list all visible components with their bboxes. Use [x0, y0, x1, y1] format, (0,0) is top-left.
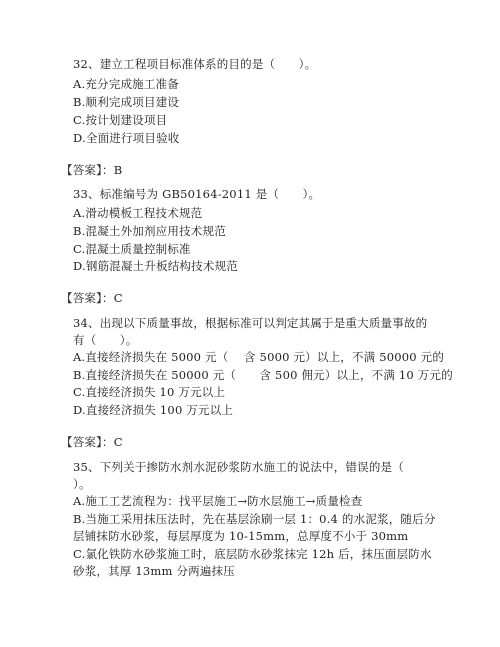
question-33-option-b: B.混凝土外加剂应用技术规范 — [73, 224, 226, 238]
question-35-option-c-line-2: 砂浆，其厚 13mm 分两遍抹压 — [73, 564, 235, 578]
question-34-option-c: C.直接经济损失 10 万元以上 — [73, 385, 226, 399]
question-32-stem: 32、建立工程项目标准体系的目的是（ ）。 — [73, 57, 317, 71]
question-34-answer: 【答案】：C — [61, 435, 123, 449]
question-33-stem: 33、标准编号为 GB50164-2011 是（ ）。 — [73, 187, 321, 201]
question-32-option-a: A.充分完成施工准备 — [73, 77, 179, 91]
question-35-option-a: A.施工工艺流程为：找平层施工→防水层施工→质量检查 — [73, 494, 363, 508]
question-33-option-d: D.钢筋混凝土升板结构技术规范 — [73, 259, 238, 273]
question-32-option-b: B.顺利完成项目建设 — [73, 95, 180, 109]
question-35-stem-line-1: 35、下列关于掺防水剂水泥砂浆防水施工的说法中，错误的是（ — [73, 460, 404, 474]
question-35-option-c-line-1: C.氯化铁防水砂浆施工时，底层防水砂浆抹完 12h 后，抹压面层防水 — [73, 547, 432, 561]
question-34-option-d: D.直接经济损失 100 万元以上 — [73, 403, 234, 417]
question-35-option-b-line-1: B.当施工采用抹压法时，先在基层涂刷一层 1：0.4 的水泥浆，随后分 — [73, 512, 436, 526]
question-32-option-c: C.按计划建设项目 — [73, 113, 168, 127]
question-33-option-a: A.滑动模板工程技术规范 — [73, 206, 203, 220]
question-34-option-a: A.直接经济损失在 5000 元（ 含 5000 元）以上，不满 50000 元的 — [73, 350, 445, 364]
question-35-stem-line-2: ）。 — [73, 477, 91, 491]
question-34-stem-line-1: 34、出现以下质量事故，根据标准可以判定其属于是重大质量事故的 — [73, 316, 428, 330]
question-34-option-b: B.直接经济损失在 50000 元（ 含 500 佣元）以上，不满 10 万元的 — [73, 368, 453, 382]
question-32-option-d: D.全面进行项目验收 — [73, 131, 180, 145]
question-34-stem-line-2: 有（ ）。 — [73, 333, 138, 347]
question-33-answer: 【答案】：C — [61, 291, 123, 305]
question-32-answer: 【答案】：B — [61, 163, 123, 177]
question-35-option-b-line-2: 层铺抹防水砂浆，每层厚度为 10-15mm，总厚度不小于 30mm — [73, 529, 409, 543]
question-33-option-c: C.混凝土质量控制标准 — [73, 242, 191, 256]
